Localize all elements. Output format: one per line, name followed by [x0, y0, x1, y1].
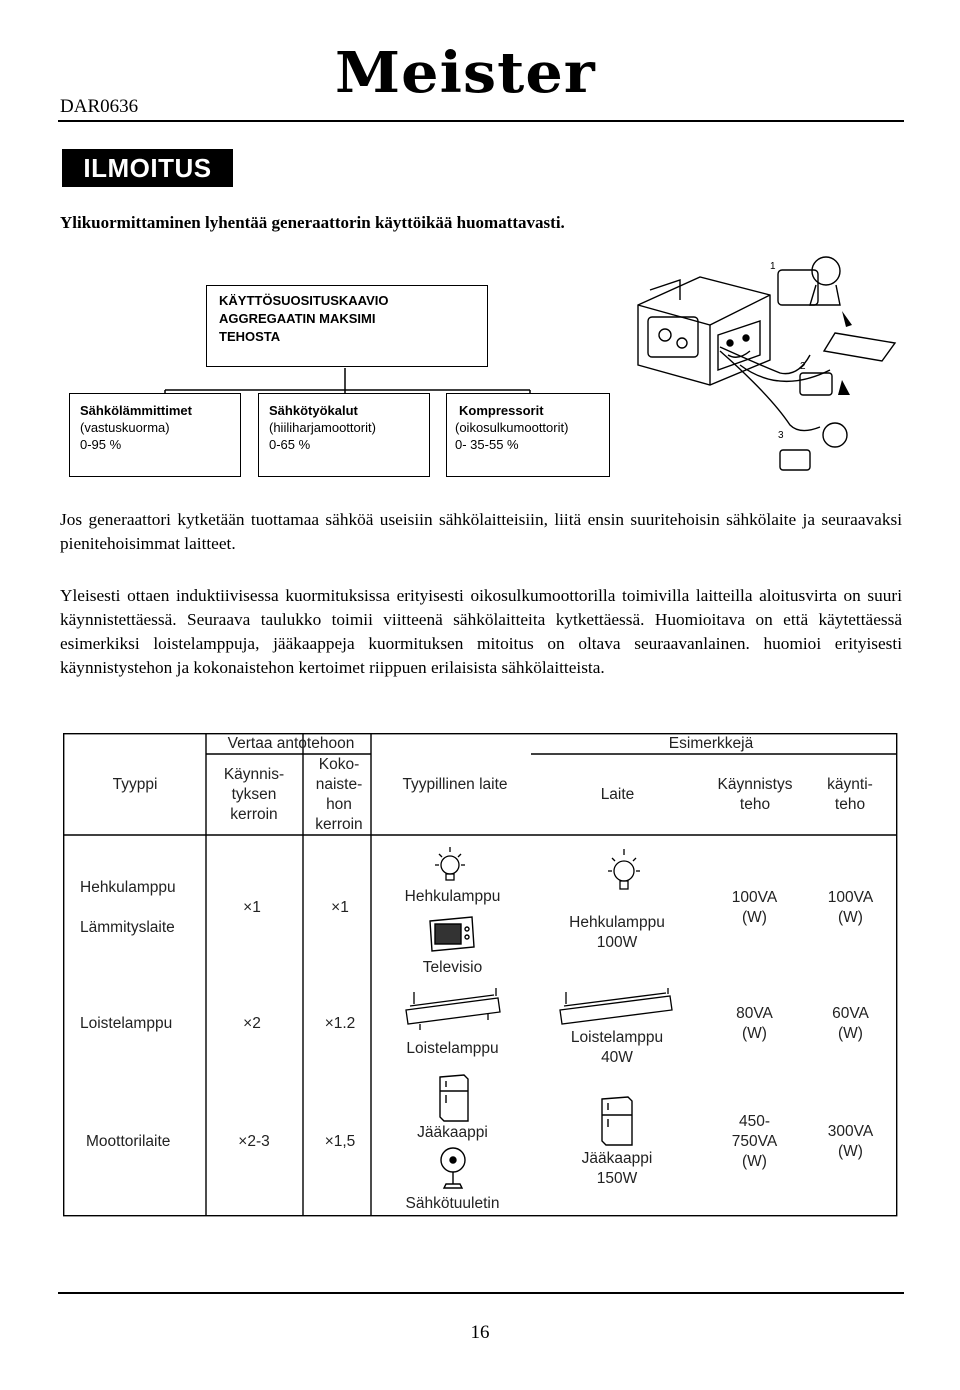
example-start-power: 100VA (W) [731, 889, 778, 926]
row-type: Hehkulamppu [80, 879, 176, 896]
category-subtitle: (oikosulkumoottorit) [455, 420, 569, 435]
page-number: 16 [470, 1322, 490, 1343]
example-device: Loistelamppu 40W [570, 1029, 664, 1066]
television-icon [426, 913, 478, 955]
header-compare: Vertaa antotehoon [227, 735, 355, 752]
fluorescent-lamp-icon [552, 988, 682, 1026]
typical-device-label: Loistelamppu [406, 1040, 499, 1057]
header-examples: Esimerkkejä [668, 735, 754, 752]
typical-device-label: Sähkötuuletin [405, 1195, 500, 1212]
fluorescent-lamp-icon [400, 988, 510, 1032]
typical-device-label: Televisio [422, 959, 483, 976]
electric-fan-icon [436, 1146, 470, 1192]
light-bulb-icon [430, 843, 470, 885]
step-label: 1 [770, 261, 776, 272]
row-start-factor: ×2-3 [238, 1133, 270, 1150]
example-run-power: 300VA (W) [827, 1123, 874, 1160]
header-start-power: Käynnistys teho [717, 776, 793, 813]
category-value: 0-95 % [80, 437, 122, 452]
header-run-power: käynti- teho [827, 776, 873, 813]
header-total-factor: Koko- naiste- hon kerroin [315, 756, 363, 833]
row-total-factor: ×1,5 [324, 1133, 356, 1150]
row-total-factor: ×1.2 [324, 1015, 356, 1032]
document-code: DAR0636 [60, 96, 139, 117]
diagram-title-line: KÄYTTÖSUOSITUSKAAVIO [219, 293, 389, 308]
category-value: 0- 35-55 % [455, 437, 519, 452]
paragraph-connection-order: Jos generaattori kytketään tuottamaa sähköä useisiin sähkölaitteisiin, liitä ensin suuritehoisin sähkölaite ja seuraavaksi pienitehoisimmat laitteet. [60, 510, 902, 553]
category-subtitle: (hiiliharjamoottorit) [269, 420, 376, 435]
example-run-power: 100VA (W) [827, 889, 874, 926]
notice-badge: ILMOITUS [62, 149, 233, 187]
row-type: Loistelamppu [80, 1015, 173, 1032]
category-box-tools [258, 393, 430, 477]
category-box-heaters [69, 393, 241, 477]
row-total-factor: ×1 [331, 899, 349, 916]
header-type: Tyyppi [112, 776, 158, 793]
example-start-power: 80VA (W) [736, 1005, 773, 1042]
example-device: Jääkaappi 150W [581, 1150, 653, 1187]
refrigerator-icon [598, 1095, 636, 1147]
row-start-factor: ×2 [243, 1015, 261, 1032]
header-rule [58, 120, 904, 122]
diagram-title-box [206, 285, 488, 367]
generator-illustration [620, 255, 910, 480]
header-typical-device: Tyypillinen laite [402, 776, 508, 793]
light-bulb-icon [604, 843, 644, 899]
header-start-factor: Käynnis- tyksen kerroin [223, 766, 285, 823]
diagram-title-line: TEHOSTA [219, 329, 281, 344]
step-label: 2 [800, 361, 806, 372]
footer-rule [58, 1292, 904, 1294]
row-type: Moottorilaite [86, 1133, 171, 1150]
row-type: Lämmityslaite [80, 919, 175, 936]
typical-device-label: Hehkulamppu [404, 888, 501, 905]
paragraph-inductive-load: Yleisesti ottaen induktiivisessa kuormituksissa erityisesti oikosulkumoottorilla toimivilla laitteilla aloitusvirta on suuri käynnistettäessä. Seuraava taulukko toimii viitteenä sähkölaitteita kytkettäessä. Huomioitava on että käytettäessä esimerkiksi loistelamppuja, jääkaappeja kuormituksen mitoitus on oltava seuraavanlainen. huomioi erityisesti käynnistystehon ja kokonaistehon kertoimet riippuen erilaisista sähkölaitteista. [60, 586, 902, 677]
example-start-power: 450- 750VA (W) [731, 1113, 778, 1170]
category-title: Sähkölämmittimet [80, 403, 192, 418]
warning-text: Ylikuormittaminen lyhentää generaattorin käyttöikää huomattavasti. [60, 213, 565, 232]
step-label: 3 [778, 430, 784, 441]
diagram-title-line: AGGREGAATIN MAKSIMI [219, 311, 376, 326]
example-run-power: 60VA (W) [832, 1005, 869, 1042]
example-device: Hehkulamppu 100W [569, 914, 665, 951]
category-subtitle: (vastuskuorma) [80, 420, 170, 435]
category-box-compressors [446, 393, 610, 477]
category-title: Sähkötyökalut [269, 403, 358, 418]
brand-logo: Meister [335, 40, 596, 106]
header-device: Laite [600, 786, 635, 803]
category-title: Kompressorit [459, 403, 544, 418]
row-start-factor: ×1 [243, 899, 261, 916]
refrigerator-icon [436, 1073, 472, 1123]
category-value: 0-65 % [269, 437, 311, 452]
typical-device-label: Jääkaappi [417, 1124, 488, 1141]
